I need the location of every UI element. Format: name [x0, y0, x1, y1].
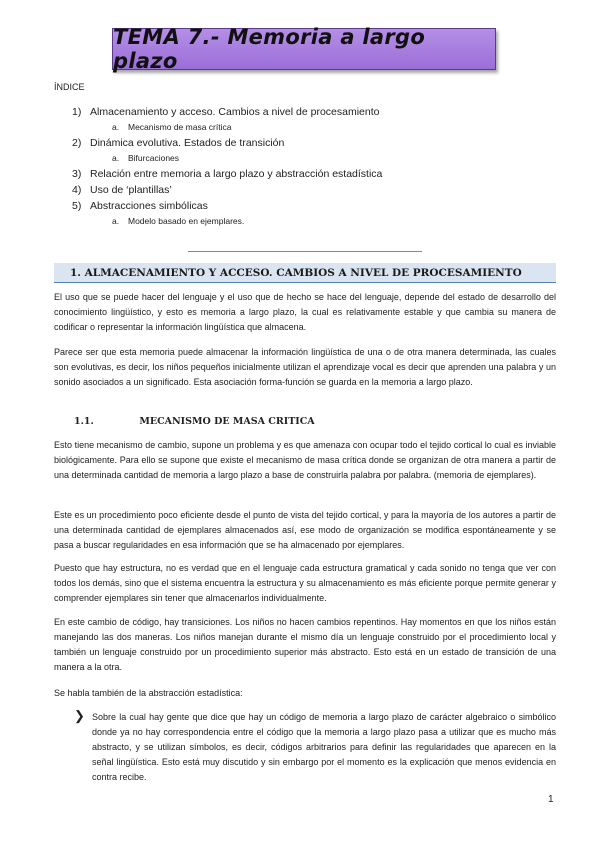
paragraph: Parece ser que esta memoria puede almacenar la información lingüística de una o de otra manera determinada, las cuales son evolutivas, es decir, los niños pequeños inicialmente utilizan el aprendizaje vocal es decir que aprenden una palabra y un sonido asociados a un significado. Esta asociación forma-función se guarda en la memoria a largo plazo. [54, 347, 556, 387]
paragraph: Puesto que hay estructura, no es verdad que en el lenguaje cada estructura gramatical y cada sonido no tenga que ver con todos los demás, sino que el sistema encuentra la estructura y su almacenamiento es más eficiente porque permite generar y comprender ejemplares sin tener que almacenarlos individualmente. [54, 563, 556, 603]
section-header: 1. ALMACENAMIENTO Y ACCESO. CAMBIOS A NIVEL DE PROCESAMIENTO [54, 263, 556, 283]
title-banner [112, 25, 496, 73]
toc-item-number: 5) [72, 200, 82, 212]
page-number: 1 [548, 794, 554, 805]
table-of-contents [54, 104, 554, 229]
toc-item [54, 135, 554, 151]
toc-item-text: Almacenamiento y acceso. Cambios a nivel de procesamiento [90, 106, 380, 118]
toc-subitem-text: Bifurcaciones [128, 153, 180, 163]
bullet-chevron-icon: ❯ [74, 708, 85, 723]
paragraph: El uso que se puede hacer del lenguaje y el uso que de hecho se hace del lenguaje, depende del estado de desarrollo del conocimiento lingüístico, y esto es memoria a largo plazo, la cual es relativamente estable y que cambia su manera de codificar o representar la información lingüística que almacena. [54, 292, 556, 332]
toc-item-number: 3) [72, 168, 82, 180]
toc-item-text: Uso de ‘plantillas’ [90, 184, 172, 196]
toc-item-text: Relación entre memoria a largo plazo y abstracción estadística [90, 168, 383, 180]
toc-subitem-text: Modelo basado en ejemplares. [128, 216, 245, 226]
paragraph: En este cambio de código, hay transiciones. Los niños no hacen cambios repentinos. Hay momentos en que los niños están manejando las dos maneras. Los niños manejan durante el mismo día un lenguaje construido por el procedimiento local y también un lenguaje construido por un procedimiento superior más abstracto. Esto está en un estado de transición de una manera a la otra. [54, 617, 556, 672]
subsection-title: MECANISMO DE MASA CRITICA [139, 416, 315, 427]
toc-subitem-letter: a. [112, 216, 120, 226]
toc-subitem [54, 214, 554, 229]
toc-subitem [54, 120, 554, 135]
paragraph: Esto tiene mecanismo de cambio, supone un problema y es que amenaza con ocupar todo el tejido cortical lo cual es inviable biológicamente. Para ello se supone que existe el mecanismo de masa crítica donde se organizan de otra manera a partir de una determinada cantidad de memoria a largo plazo a base de construirla palabra por palabra. (memoria de ejemplares). [54, 440, 556, 480]
toc-item [54, 198, 554, 214]
toc-item-number: 1) [72, 106, 82, 118]
subsection-heading [74, 416, 315, 427]
toc-subitem-text: Mecanismo de masa crítica [128, 122, 232, 132]
toc-subitem-letter: a. [112, 153, 120, 163]
paragraph: Se habla también de la abstracción estadística: [54, 688, 243, 698]
toc-item-number: 2) [72, 137, 82, 149]
toc-item [54, 166, 554, 182]
subsection-number: 1.1. [74, 416, 94, 427]
paragraph: Este es un procedimiento poco eficiente desde el punto de vista del tejido cortical, y para la mayoría de los autores a partir de una determinada cantidad de ejemplares almacenados así, ese modo de organización se modifica espontáneamente y se pasa a buscar regularidades en esa información que se ha almacenado por ejemplares. [54, 510, 556, 550]
toc-subitem [54, 151, 554, 166]
toc-item [54, 104, 554, 120]
toc-subitem-letter: a. [112, 122, 120, 132]
document-title: TEMA 7.- Memoria a largo plazo [113, 25, 426, 73]
toc-item-text: Dinámica evolutiva. Estados de transición [90, 137, 285, 149]
divider [188, 251, 422, 252]
toc-item-number: 4) [72, 184, 82, 196]
toc-item-text: Abstracciones simbólicas [90, 200, 208, 212]
bullet-paragraph: Sobre la cual hay gente que dice que hay un código de memoria a largo plazo de carácter algebraico o simbólico donde ya no hay correspondencia entre el código que la memoria a largo plazo pasa a utilizar que es mucho más abstracto, y se utilizan símbolos, es decir, códigos arbitrarios para definir las regularidades que aparecen en la señal lingüística. Esto está muy discutido y sin embargo por el momento es la explicación que menos evidencia en contra recibe. [92, 712, 556, 782]
index-label: ÍNDICE [54, 82, 85, 92]
toc-item [54, 182, 554, 198]
